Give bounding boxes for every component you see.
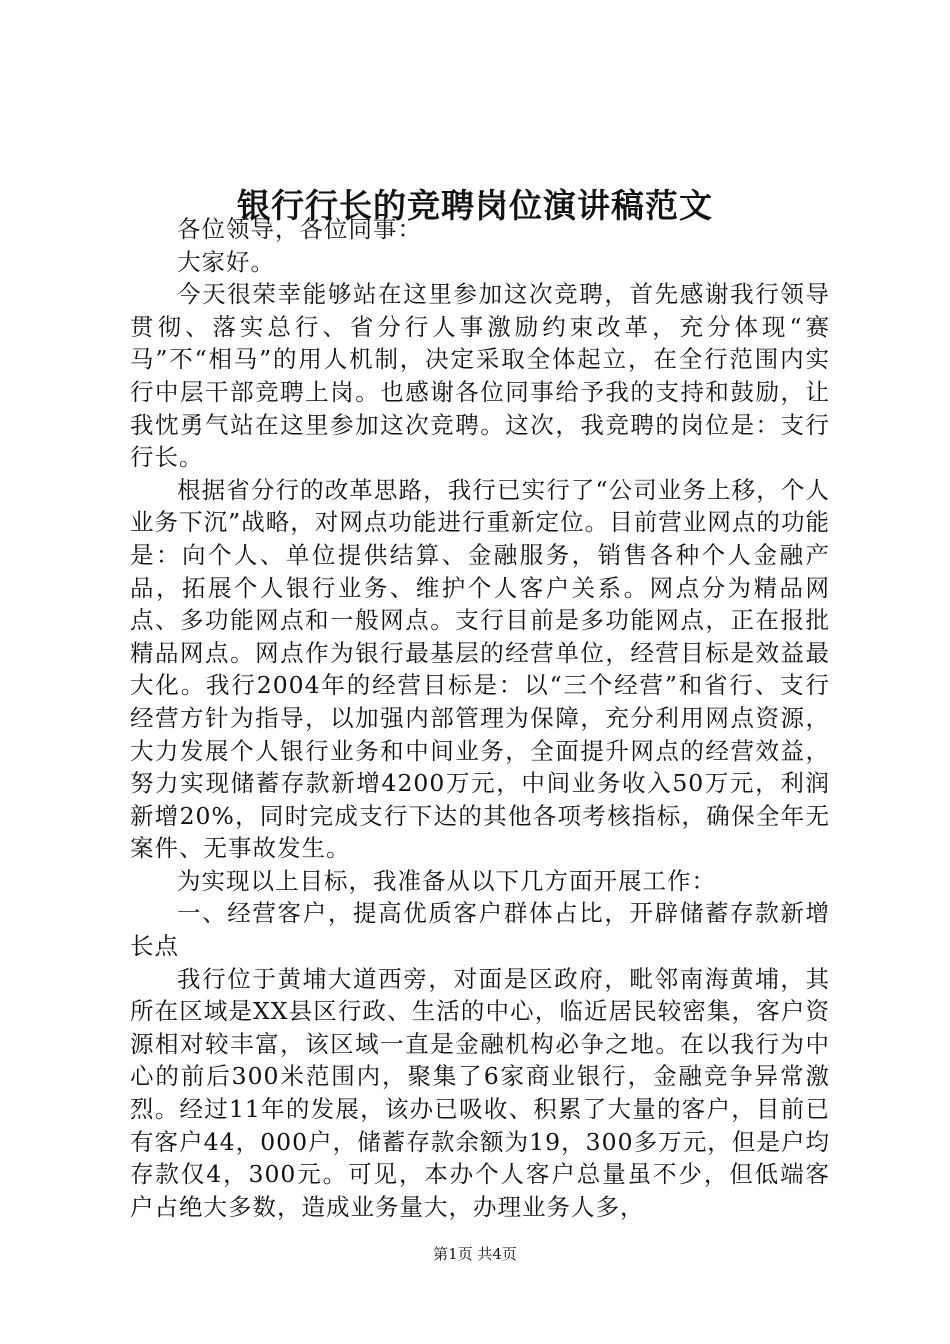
greeting-paragraph: 各位领导，各位同事： <box>177 215 422 243</box>
document-body <box>130 213 830 1223</box>
page-footer: 第1页 共4页 <box>433 1245 517 1263</box>
body-paragraph: 今天很荣幸能够站在这里参加这次竞聘，首先感谢我行领导贯彻、落实总行、省分行人事激励约束改革，充分体现“赛马”不“相马”的用人机制，决定采取全体起立，在全行范围内实行中层干部竞聘上岗。也感谢各位同事给予我的支持和鼓励，让我忱勇气站在这里参加这次竞聘。这次，我竞聘的岗位是：支行行长。 <box>130 280 830 472</box>
body-paragraph: 为实现以上目标，我准备从以下几方面开展工作： <box>177 866 716 895</box>
body-paragraph: 我行位于黄埔大道西旁，对面是区政府，毗邻南海黄埔，其所在区域是XX县区行政、生活的中心，临近居民较密集，客户资源相对较丰富，该区域一直是金融机构必争之地。在以我行为中心的前后300米范围内，聚集了6家商业银行，金融竞争异常激烈。经过11年的发展，该办已吸收、积累了大量的客户，目前已有客户44，000户，储蓄存款余额为19，300多万元，但是户均存款仅4，300元。可见，本办个人客户总量虽不少，但低端客户占绝大多数，造成业务量大，办理业务人多， <box>130 964 830 1221</box>
document-title: 银行行长的竞聘岗位演讲稿范文 <box>237 186 713 225</box>
salutation-paragraph: 大家好。 <box>177 247 275 276</box>
body-paragraph: 根据省分行的改革思路，我行已实行了“公司业务上移，个人业务下沉”战略，对网点功能进行重新定位。目前营业网点的功能是：向个人、单位提供结算、金融服务，销售各种个人金融产品，拓展个人银行业务、维护个人客户关系。网点分为精品网点、多功能网点和一般网点。支行目前是多功能网点，正在报批精品网点。网点作为银行最基层的经营单位，经营目标是效益最大化。我行2004年的经营目标是：以“三个经营”和省行、支行经营方针为指导，以加强内部管理为保障，充分利用网点资源，大力发展个人银行业务和中间业务，全面提升网点的经营效益，努力实现储蓄存款新增4200万元，中间业务收入50万元，利润新增20%，同时完成支行下达的其他各项考核指标，确保全年无案件、无事故发生。 <box>130 475 830 863</box>
section-heading: 一、经营客户，提高优质客户群体占比，开辟储蓄存款新增长点 <box>130 899 830 961</box>
